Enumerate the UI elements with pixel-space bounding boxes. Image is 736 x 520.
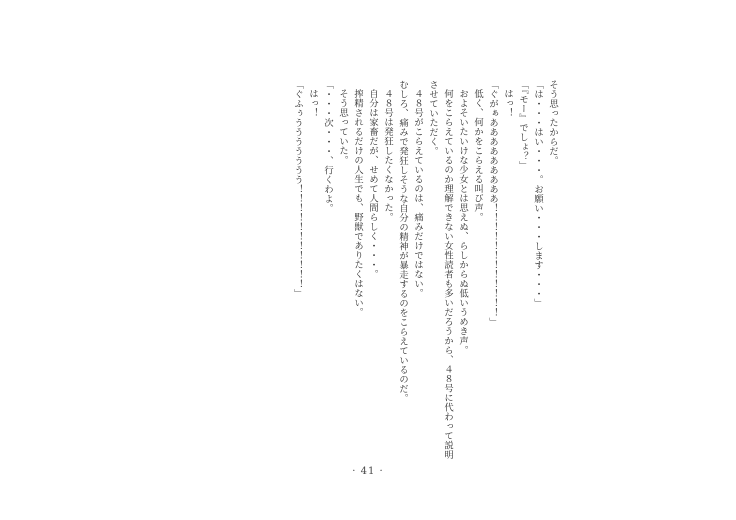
text-line: そう思ったからだ。 bbox=[547, 80, 558, 166]
text-line: 自分は家畜だが、せめて人間らしく・・・。 bbox=[367, 89, 378, 279]
text-line: 低く、何かをこらえる叫び声。 bbox=[472, 89, 483, 222]
text-line: させていただく。 bbox=[427, 80, 438, 156]
vertical-text-block bbox=[290, 80, 560, 460]
text-line: ４８号は発狂したくなかった。 bbox=[382, 89, 393, 222]
text-line: およそいたいけな少女とは思えぬ、らしからぬ低いうめき声。 bbox=[457, 89, 468, 355]
text-line: ４８号がこらえているのは、痛みだけではない。 bbox=[412, 89, 423, 298]
text-line: そう思っていた。 bbox=[337, 89, 348, 165]
text-line: むしろ、痛みで発狂しそうな自分の精神が暴走するのをこらえているのだ。 bbox=[397, 80, 408, 403]
text-line: 「ぐふぅううううううう！！！！！！！！！！！」 bbox=[292, 80, 303, 299]
text-line: はっ！ bbox=[307, 89, 318, 118]
text-line: 何をこらえているのか理解できない女性読者も多いだろうから、４８号に代わって説明 bbox=[442, 89, 453, 460]
text-line: 「ぐがぁあああああああああ！！！！！！！！！！！！」 bbox=[487, 80, 498, 327]
text-line: 「『モー』でしょ？」 bbox=[517, 80, 528, 171]
text-line: 「・・・次・・・、行くわよ。 bbox=[322, 80, 333, 213]
text-line: はっ！ bbox=[502, 89, 513, 118]
text-line: 「は・・・はい・・・。お願い・・・します・・・」 bbox=[532, 80, 543, 308]
page-number: · 41 · bbox=[352, 466, 384, 477]
text-line: 搾精されるだけの人生でも、野獣でありたくはない。 bbox=[352, 89, 363, 317]
